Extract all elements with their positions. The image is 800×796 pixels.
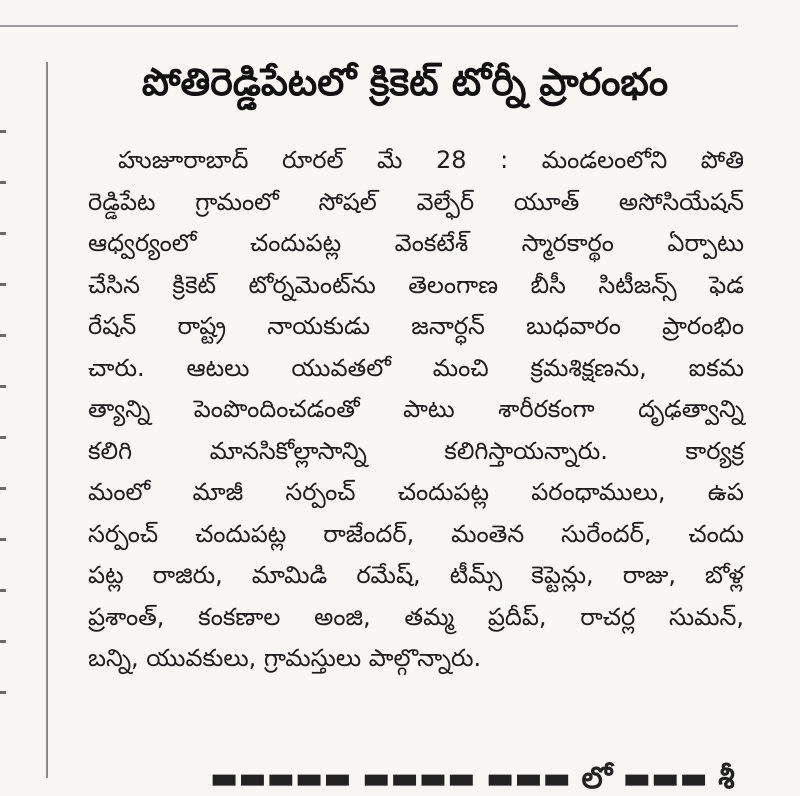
left-column-edge bbox=[0, 130, 14, 742]
column-divider bbox=[46, 62, 48, 778]
edge-mark bbox=[0, 538, 6, 541]
edge-mark bbox=[0, 691, 6, 694]
edge-mark bbox=[0, 283, 6, 286]
article-line: హుజూరాబాద్ రూరల్ మే 28 : మండలంలోని పోతి bbox=[118, 146, 744, 174]
article-line: సర్పంచ్ చందుపట్ల రాజేందర్, మంతెన సురేందర్, చందు bbox=[88, 519, 744, 548]
top-divider bbox=[0, 25, 738, 27]
edge-mark bbox=[0, 640, 6, 643]
edge-mark bbox=[0, 589, 6, 592]
article-line: ఆధ్వర్యంలో చందుపట్ల వెంకటేశ్ స్మారకార్థం ఏర్పాటు bbox=[88, 229, 744, 257]
article-line: పట్ల రాజిరు, మామిడి రమేష్, టీమ్స్ కెప్టెన్లు, రాజు, బోళ్ల bbox=[88, 561, 744, 589]
article-line: త్యాన్ని పెంపొందించడంతో పాటు శారీరకంగా దృఢత్వాన్ని bbox=[88, 395, 744, 423]
next-headline-partial: ▬▬▬▬▬ ▬▬▬▬ ▬▬▬ లో ▬▬▬ శీ bbox=[210, 761, 735, 796]
article-line: బన్ని, యువకులు, గ్రామస్తులు పాల్గొన్నారు. bbox=[88, 644, 482, 672]
edge-mark bbox=[0, 130, 6, 133]
next-article-headline-cut bbox=[210, 761, 735, 796]
article-line: చారు. ఆటలు యువతలో మంచి క్రమశిక్షణను, ఐకమ bbox=[88, 353, 744, 382]
edge-mark bbox=[0, 385, 6, 388]
edge-mark bbox=[0, 436, 6, 439]
article-line: ప్రశాంత్, కంకణాల అంజి, తమ్మ ప్రదీప్, రాచర్ల సుమన్, bbox=[88, 602, 744, 631]
edge-mark bbox=[0, 487, 6, 490]
edge-mark bbox=[0, 232, 6, 235]
article-line: చేసిన క్రికెట్ టోర్నమెంట్‌ను తెలంగాణ బీసీ సిటీజన్స్ ఫెడ bbox=[88, 270, 744, 299]
article-headline: పోతిరెడ్డిపేటలో క్రికెట్ టోర్నీ ప్రారంభం bbox=[141, 60, 669, 104]
article-line: రెడ్డిపేట గ్రామంలో సోషల్ వెల్ఫేర్ యూత్ అసోసియేషన్ bbox=[88, 187, 744, 216]
article-body bbox=[88, 140, 744, 680]
edge-mark bbox=[0, 334, 6, 337]
article-line: రేషన్ రాష్ట్ర నాయకుడు జనార్ధన్ బుధవారం ప్రారంభిం bbox=[88, 312, 744, 340]
edge-mark bbox=[0, 181, 6, 184]
article-line: కలిగి మానసికోల్లాసాన్ని కలిగిస్తాయన్నారు. కార్యక్ర bbox=[88, 436, 744, 465]
article-line: మంలో మాజీ సర్పంచ్ చందుపట్ల పరంధాములు, ఉప bbox=[88, 478, 744, 506]
